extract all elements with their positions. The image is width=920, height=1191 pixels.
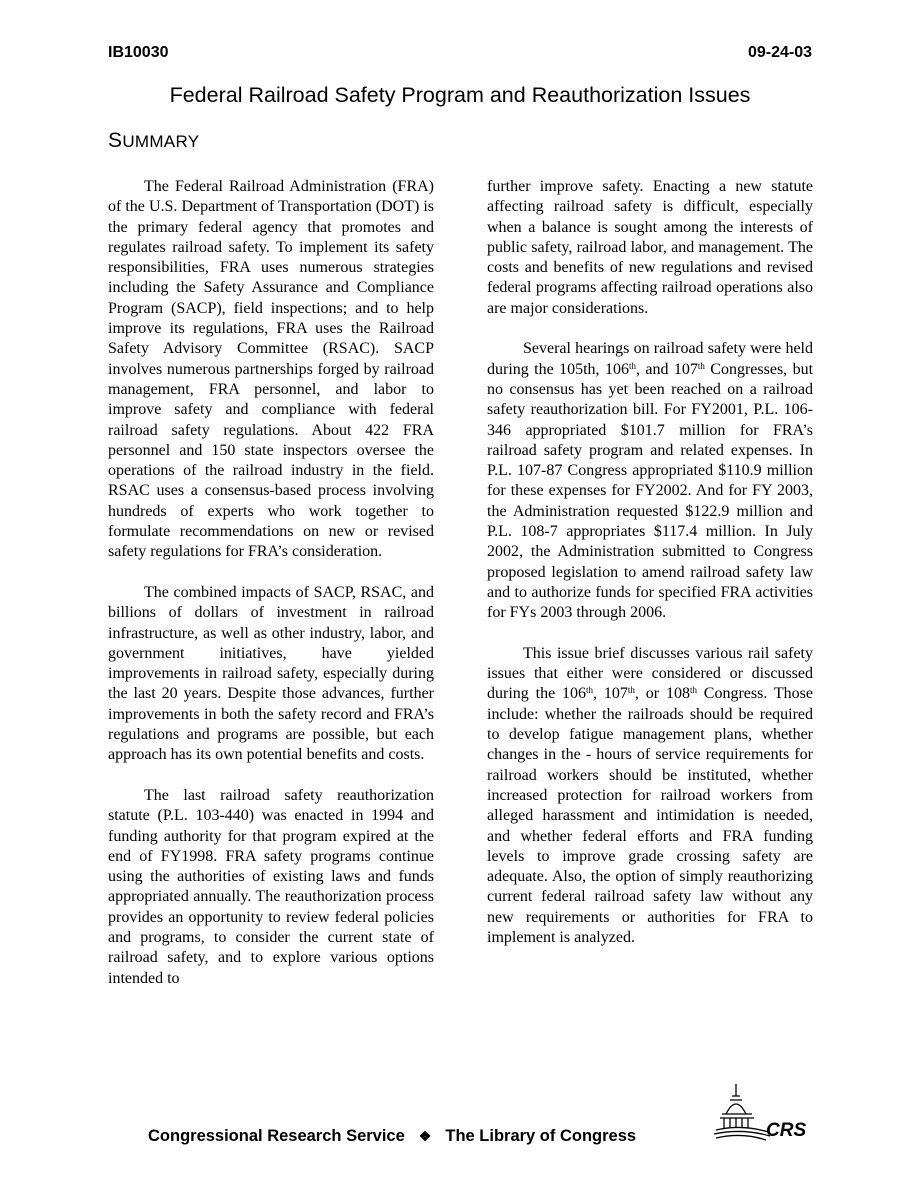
footer bbox=[148, 1127, 636, 1146]
ordinal-suffix: th bbox=[586, 685, 594, 696]
paragraph-3: The last railroad safety reauthorization statute (P.L. 103-440) was enacted in 1994 and funding authority for that program expired at the end of FY1998. FRA safety programs continue using the authorities of existing laws and funds appropriated annually. The reauthorization process provides an opportunity to review federal policies and programs, to consider the current state of railroad safety, and to explore various options intended to bbox=[108, 786, 434, 987]
section-heading bbox=[108, 129, 199, 153]
crs-capitol-logo bbox=[712, 1080, 812, 1146]
paragraph-2: The combined impacts of SACP, RSAC, and billions of dollars of investment in railroad infrastructure, as well as other industry, labor, and government initiatives, have yielded improvements in railroad safety, especially during the last 20 years. Despite those advances, further improvements in both the safety record and FRA’s regulations and programs are possible, but each approach has its own potential benefits and costs. bbox=[108, 583, 434, 764]
ordinal-suffix: th bbox=[628, 360, 636, 371]
ordinal-suffix: th bbox=[627, 685, 635, 696]
paragraph-5: This issue brief discusses various rail safety issues that either were considered or discussed during the 106th, 107th, or 108th Congress. Those include: whether the railroads should be required to develop fatigue management plans, whether changes in the - hours of service requirements for railroad workers should be instituted, whether increased protection for railroad workers from alleged harassment and intimidation is needed, and whether federal efforts and FRA funding levels to improve grade crossing safety are adequate. Also, the option of simply reauthorizing current federal railroad safety law without any new requirements or authorities for FRA to implement is analyzed. bbox=[487, 644, 814, 946]
left-column bbox=[108, 177, 434, 1009]
page-title: Federal Railroad Safety Program and Reauthorization Issues bbox=[169, 83, 751, 107]
doc-date: 09-24-03 bbox=[747, 44, 812, 61]
crs-logo-text: CRS bbox=[766, 1120, 807, 1141]
paragraph-3-continued: further improve safety. Enacting a new statute affecting railroad safety is difficult, especially when a balance is sought among the interests of public safety, railroad labor, and management. The costs and benefits of new regulations and revised federal programs affecting railroad operations also are major considerations. bbox=[487, 178, 813, 317]
paragraph-4: Several hearings on railroad safety were held during the 105th, 106th, and 107th Congresses, but no consensus has yet been reached on a railroad safety reauthorization bill. For FY2001, P.L. 106-346 appropriated $101.7 million for FRA’s railroad safety program and related expenses. In P.L. 107-87 Congress appropriated $110.9 million for these expenses for FY2002. And for FY 2003, the Administration requested $122.9 million and P.L. 108-7 appropriates $117.4 million. In July 2002, the Administration submitted to Congress proposed legislation to amend railroad safety law and to authorize funds for specified FRA activities for FYs 2003 through 2006. bbox=[487, 340, 814, 622]
section-heading-rest: UMMARY bbox=[122, 132, 200, 151]
paragraph-1: The Federal Railroad Administration (FRA) of the U.S. Department of Transportation (DOT) is the primary federal agency that promotes and regulates railroad safety. To implement its safety responsibilities, FRA uses numerous strategies including the Safety Assurance and Compliance Program (SACP), field inspections; and to help improve its regulations, FRA uses the Railroad Safety Advisory Committee (RSAC). SACP involves numerous partnerships forged by railroad management, FRA personnel, and labor to improve safety and compliance with federal railroad safety regulations. About 422 FRA personnel and 150 state inspectors oversee the operations of the railroad industry in the field. RSAC uses a consensus-based process involving hundreds of experts who work together to formulate recommendations on new or revised safety regulations for FRA’s consideration. bbox=[108, 178, 434, 561]
footer-library: The Library of Congress bbox=[445, 1127, 637, 1145]
footer-publisher: Congressional Research Service bbox=[148, 1127, 405, 1145]
diamond-separator-icon: ❖ bbox=[418, 1128, 432, 1144]
section-heading-initial: S bbox=[108, 129, 123, 152]
doc-id: IB10030 bbox=[108, 44, 169, 61]
ordinal-suffix: th bbox=[689, 685, 697, 696]
ordinal-suffix: th bbox=[697, 360, 705, 371]
right-column bbox=[487, 177, 813, 969]
